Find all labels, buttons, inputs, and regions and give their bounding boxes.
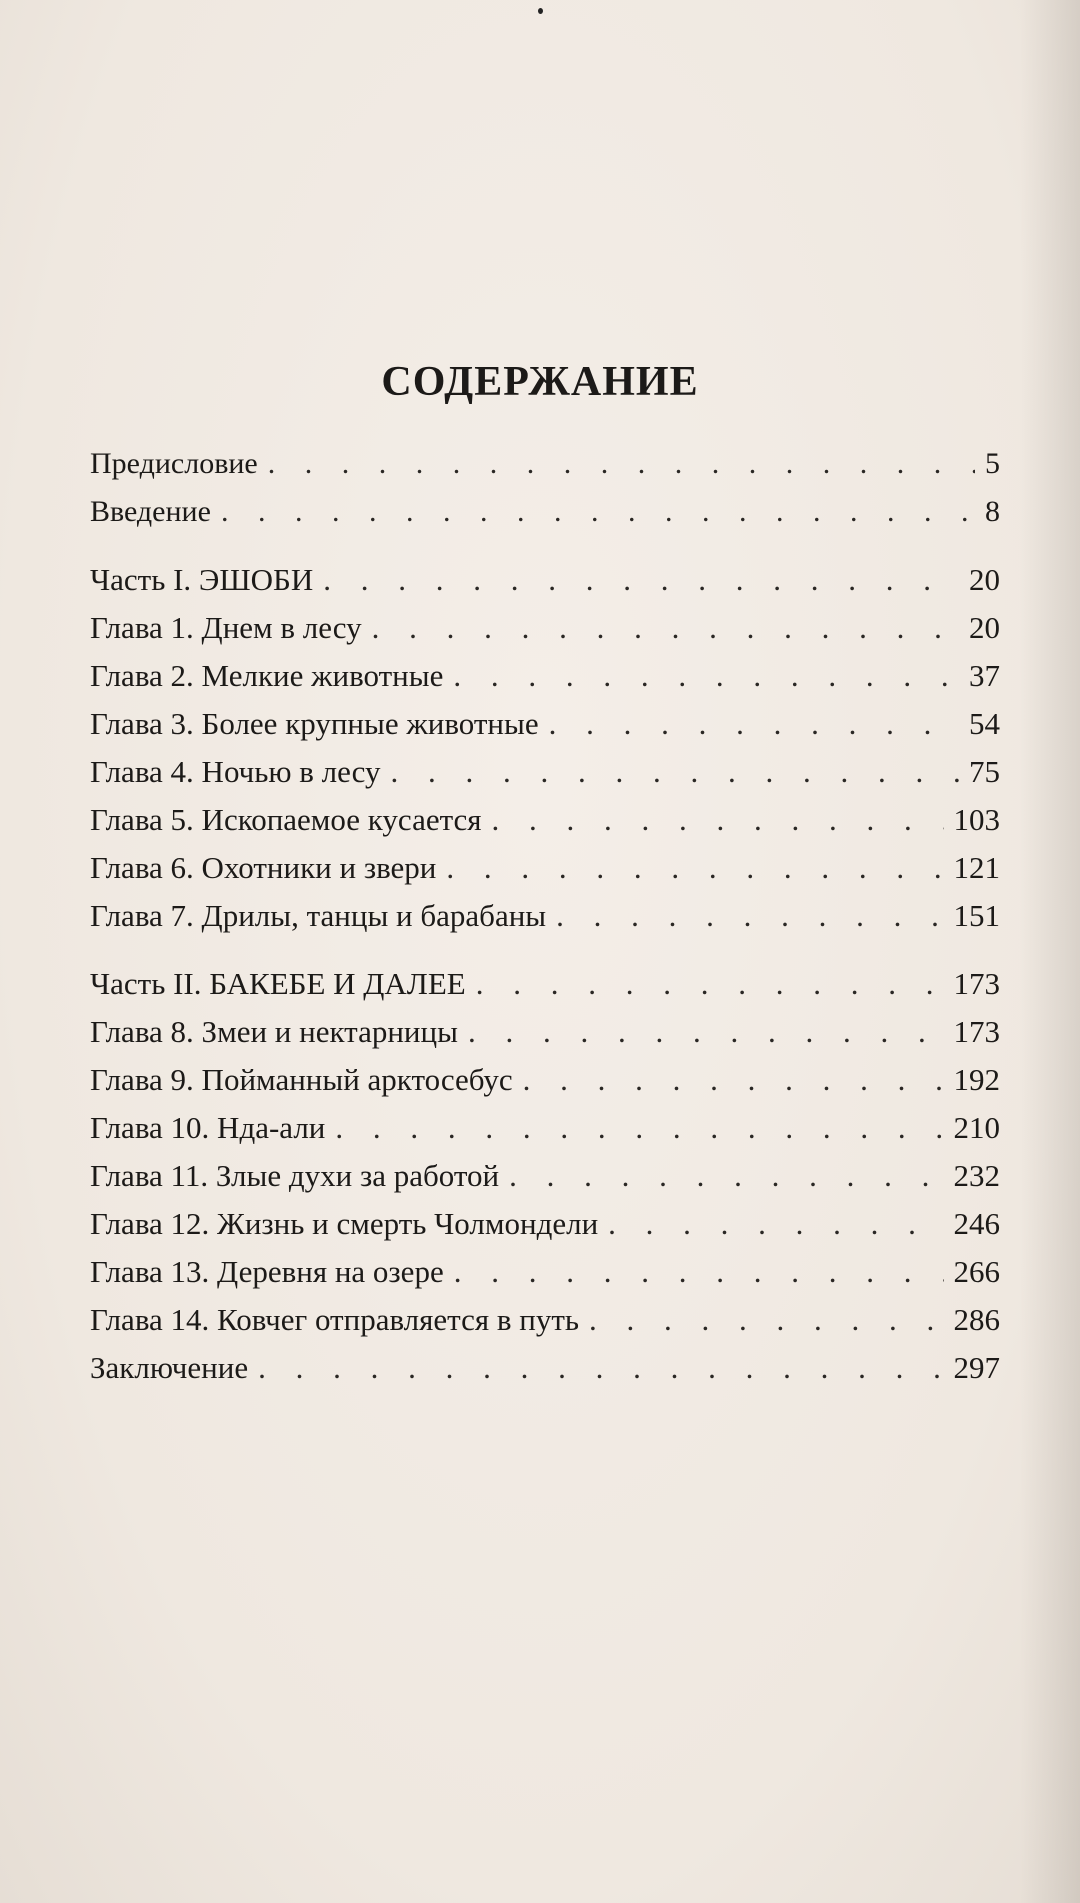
toc-entry-label: Глава 6. Охотники и звери <box>90 850 437 885</box>
toc-entry-label: Часть I. ЭШОБИ <box>90 562 314 597</box>
toc-entry-page: 286 <box>953 1302 1000 1337</box>
toc-entry-label: Глава 7. Дрилы, танцы и барабаны <box>90 898 547 933</box>
toc-part-heading <box>90 556 1000 604</box>
toc-entry <box>90 700 1000 748</box>
toc-entry-label: Глава 3. Более крупные животные <box>90 706 539 741</box>
toc-entry-page: 232 <box>953 1158 1000 1193</box>
toc-entry-label: Глава 13. Деревня на озере <box>90 1254 444 1289</box>
toc-entry-label: Глава 4. Ночью в лесу <box>90 754 381 789</box>
toc-entry <box>90 1200 1000 1248</box>
toc-entry-label: Глава 14. Ковчег отправляется в путь <box>90 1302 580 1337</box>
toc-entry-page: 8 <box>985 495 1000 528</box>
toc-entry-page: 75 <box>969 754 1000 789</box>
toc-entry <box>90 844 1000 892</box>
toc-entry-page: 37 <box>969 658 1000 693</box>
toc-entry-label: Глава 11. Злые духи за работой <box>90 1158 500 1193</box>
ink-speck <box>538 8 543 14</box>
dot-leader <box>221 488 975 536</box>
toc-entry-label: Глава 2. Мелкие животные <box>90 658 444 693</box>
toc-entry-page: 20 <box>969 562 1000 597</box>
dot-leader <box>391 748 959 796</box>
dot-leader <box>454 1248 944 1296</box>
toc-entry <box>90 796 1000 844</box>
toc-part-heading <box>90 960 1000 1008</box>
page-title: СОДЕРЖАНИЕ <box>381 359 699 405</box>
toc-entry-label: Введение <box>90 495 211 528</box>
toc-entry-label: Глава 12. Жизнь и смерть Чолмондели <box>90 1206 599 1241</box>
toc-entry-label: Заключение <box>90 1350 249 1385</box>
toc-entry <box>90 1152 1000 1200</box>
dot-leader <box>549 700 959 748</box>
dot-leader <box>323 556 959 604</box>
dot-leader <box>476 960 944 1008</box>
toc-entry-page: 173 <box>953 1014 1000 1049</box>
toc-entry-page: 20 <box>969 610 1000 645</box>
dot-leader <box>446 844 943 892</box>
toc-entry-label: Глава 10. Нда-али <box>90 1110 326 1145</box>
toc-entry-page: 151 <box>953 898 1000 933</box>
toc-entry-page: 210 <box>953 1110 1000 1145</box>
dot-leader <box>372 604 959 652</box>
toc-entry-label: Часть II. БАКЕБЕ И ДАЛЕЕ <box>90 966 466 1001</box>
toc-entry-label: Глава 8. Змеи и нектарницы <box>90 1014 458 1049</box>
dot-leader <box>589 1296 943 1344</box>
dot-leader <box>492 796 944 844</box>
toc-entry-page: 173 <box>953 966 1000 1001</box>
toc-entry-page: 246 <box>953 1206 1000 1241</box>
toc-entry-label: Глава 1. Днем в лесу <box>90 610 362 645</box>
toc-entry <box>90 1008 1000 1056</box>
dot-leader <box>509 1152 943 1200</box>
toc-entry-label: Предисловие <box>90 447 258 480</box>
dot-leader <box>468 1008 944 1056</box>
dot-leader <box>335 1104 943 1152</box>
dot-leader <box>268 440 975 488</box>
toc-entry-page: 121 <box>953 850 1000 885</box>
toc-entry-page: 103 <box>953 802 1000 837</box>
dot-leader <box>608 1200 943 1248</box>
dot-leader <box>523 1056 944 1104</box>
toc-entry <box>90 488 1000 536</box>
toc-entry-page: 5 <box>985 447 1000 480</box>
toc-entry-label: Глава 9. Пойманный арктосебус <box>90 1062 513 1097</box>
toc-entry-label: Глава 5. Ископаемое кусается <box>90 802 482 837</box>
dot-leader <box>453 652 959 700</box>
toc-entry <box>90 1248 1000 1296</box>
toc-entry-page: 266 <box>953 1254 1000 1289</box>
toc-entry <box>90 1056 1000 1104</box>
toc-entry <box>90 1104 1000 1152</box>
toc-entry-page: 297 <box>953 1350 1000 1385</box>
toc-entry-page: 54 <box>969 706 1000 741</box>
toc-entry <box>90 1296 1000 1344</box>
page-edge-shadow <box>1020 0 1080 1903</box>
toc-entry-page: 192 <box>953 1062 1000 1097</box>
dot-leader <box>556 892 943 940</box>
toc-entry <box>90 652 1000 700</box>
toc-entry <box>90 748 1000 796</box>
toc-entry <box>90 892 1000 940</box>
toc-entry <box>90 1344 1000 1392</box>
table-of-contents <box>90 440 1000 1392</box>
dot-leader <box>258 1344 943 1392</box>
toc-entry <box>90 604 1000 652</box>
toc-entry <box>90 440 1000 488</box>
